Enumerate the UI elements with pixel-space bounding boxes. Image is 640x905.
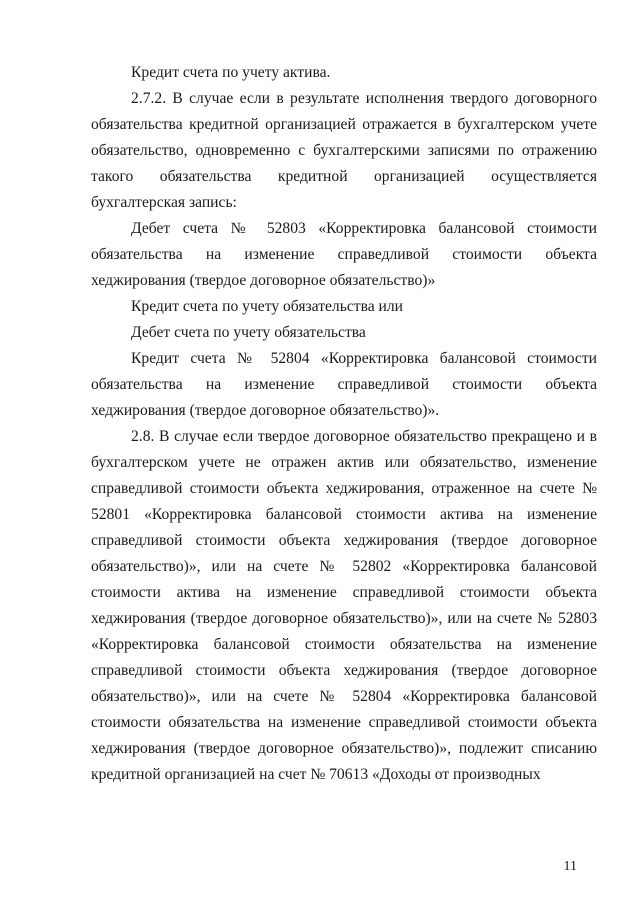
paragraph-debit-52803: Дебет счета № 52803 «Корректировка балансовой стоимости обязательства на изменение справедливой стоимости объекта хеджирования (твердое договорное обязательство)» — [91, 220, 597, 289]
document-body — [91, 60, 597, 788]
paragraph-debit-liability: Дебет счета по учету обязательства — [131, 324, 366, 341]
page-number: 11 — [563, 859, 577, 874]
paragraph-2-8: 2.8. В случае если твердое договорное обязательство прекращено и в бухгалтерском учете не отражен актив или обязательство, изменение справедливой стоимости объекта хеджирования, отраженное на счете № 52801 «Корректировка балансовой стоимости актива на изменение справедливой стоимости объекта хеджирования (твердое договорное обязательство)», или на счете № 52802 «Корректировка балансовой стоимости актива на изменение справедливой стоимости объекта хеджирования (твердое договорное обязательство)», или на счете № 52803 «Корректировка балансовой стоимости обязательства на изменение справедливой стоимости объекта хеджирования (твердое договорное обязательство)», или на счете № 52804 «Корректировка балансовой стоимости обязательства на изменение справедливой стоимости объекта хеджирования (твердое договорное обязательство)», подлежит списанию кредитной организацией на счет № 70613 «Доходы от производных — [91, 428, 597, 783]
paragraph-2-7-2: 2.7.2. В случае если в результате исполнения твердого договорного обязательства кредитной организацией отражается в бухгалтерском учете обязательство, одновременно с бухгалтерскими записями по отражению такого обязательства кредитной организацией осуществляется бухгалтерская запись: — [91, 90, 597, 211]
paragraph-credit-52804: Кредит счета № 52804 «Корректировка балансовой стоимости обязательства на изменение справедливой стоимости объекта хеджирования (твердое договорное обязательство)». — [91, 350, 597, 419]
paragraph-credit-liability: Кредит счета по учету обязательства или — [131, 298, 404, 315]
paragraph-credit-asset: Кредит счета по учету актива. — [131, 64, 331, 81]
